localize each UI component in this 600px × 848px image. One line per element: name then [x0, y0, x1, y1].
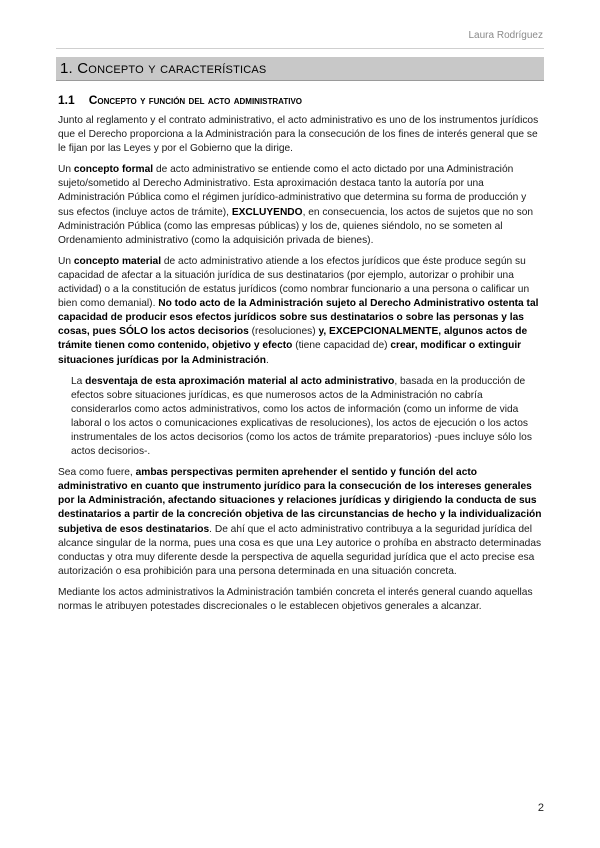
emphasis-run: desventaja de esta aproximación material al acto administrativo [85, 375, 395, 387]
text-run: , basada en la producción de efectos sobre situaciones jurídicas, es que numerosos actos de la Administración no cabría considerarlos como actos administrativos, como los actos de información (como un informe de vida laboral o los actos o comunicaciones explicativas de resoluciones), los actos de ejecución o los actos instrumentales de los actos decisorios (como los actos de trámite preparatorios) -pues incluye sólo los actos decisorios-. [71, 375, 532, 458]
text-run: . De ahí que el acto administrativo contribuya a la seguridad jurídica del alcance singular de la norma, pues una cosa es que una Ley autorice o prohíba en abstracto determinadas conductas y otra muy diferente desde la perspectiva de aquella seguridad jurídica que el acto precise esa autorización o esa prohibición para una persona determinada en una situación concreta. [58, 523, 542, 577]
subsection-heading [58, 93, 544, 107]
paragraph-perspectives [58, 466, 544, 579]
subsection-title: Concepto y función del acto administrativo [88, 93, 303, 107]
text-run: Un [58, 164, 74, 176]
text-run: Mediante los actos administrativos la Administración también concreta el interés general cuando aquellas normas le atribuyen potestades discrecionales o le establecen objetivos generales a alcanzar. [58, 586, 533, 612]
text-run: Junto al reglamento y el contrato administrativo, el acto administrativo es uno de los instrumentos jurídicos que el Derecho proporciona a la Administración para la consecución de los fines de interés general que se le fijan por las Leyes y por el Gobierno que la dirige. [58, 115, 539, 155]
text-run: . [265, 354, 269, 366]
paragraph-material-drawback [58, 375, 544, 460]
body-text [58, 114, 544, 621]
emphasis-run: No todo acto de la Administración sujeto al Derecho Administrativo ostenta tal capacidad de producir esos efectos jurídicos sobre sus destinatarios o sobre las personas y las cosas, pues SÓLO los actos decisorios [58, 298, 539, 338]
header-author: Laura Rodríguez [468, 30, 543, 41]
subsection-number: 1.1 [58, 93, 75, 107]
text-run: (tiene capacidad de) [292, 340, 391, 352]
text-run: Un [58, 255, 74, 267]
paragraph-material-concept [58, 255, 544, 368]
emphasis-run: EXCLUYENDO [231, 206, 303, 218]
text-run: , en consecuencia, los actos de sujetos que no son Administración Pública (como las empresas públicas) y los de, quienes siéndolo, no se someten al Ordenamiento administrativo (como la adquisición privada de bienes). [58, 206, 534, 246]
paragraph-general-interest [58, 586, 544, 614]
section-title: 1. Concepto y características [60, 60, 267, 77]
text-run: Sea como fuere, [58, 467, 136, 479]
emphasis-run: ambas perspectivas permiten aprehender el sentido y función del acto administrativo en cuanto que instrumento jurídico para la consecución de los intereses generales por la Administración, afectando situaciones y relaciones jurídicas y dirigiendo la conducta de sus destinatarios a partir de la concreción objetiva de las circunstancias de hecho y la individualización subjetiva de esos destinatarios [58, 467, 542, 535]
emphasis-run: concepto formal [73, 164, 154, 176]
text-run: de acto administrativo se entiende como el acto dictado por una Administración sujeto/sometido al Derecho Administrativo. Esta aproximación destaca tanto la autoría por una Administración Pública como el régimen jurídico-administrativo que determina su forma de producción y sus efectos (incluye actos de trámite), [58, 164, 527, 218]
header-rule [56, 48, 544, 49]
emphasis-run: y, EXCEPCIONALMENTE, algunos actos de trámite tienen como contenido, objetivo y efecto [58, 326, 528, 352]
section-heading [56, 57, 544, 81]
paragraph-intro [58, 114, 544, 156]
text-run: (resoluciones) [248, 326, 319, 338]
emphasis-run: crear, modificar o extinguir situaciones jurídicas por la Administración [58, 340, 522, 366]
paragraph-formal-concept [58, 163, 544, 248]
text-run: de acto administrativo atiende a los efectos jurídicos que éste produce según su capacidad de afectar a la situación jurídica de sus destinatarios (por ejemplo, autorizar o prohibir una actividad) o a la constitución de estatus jurídicos (como nombrar funcionario a una persona o calificar un bien como demanial). [58, 255, 530, 310]
page-number: 2 [537, 802, 544, 814]
text-run: La [71, 375, 86, 387]
emphasis-run: concepto material [73, 255, 162, 267]
